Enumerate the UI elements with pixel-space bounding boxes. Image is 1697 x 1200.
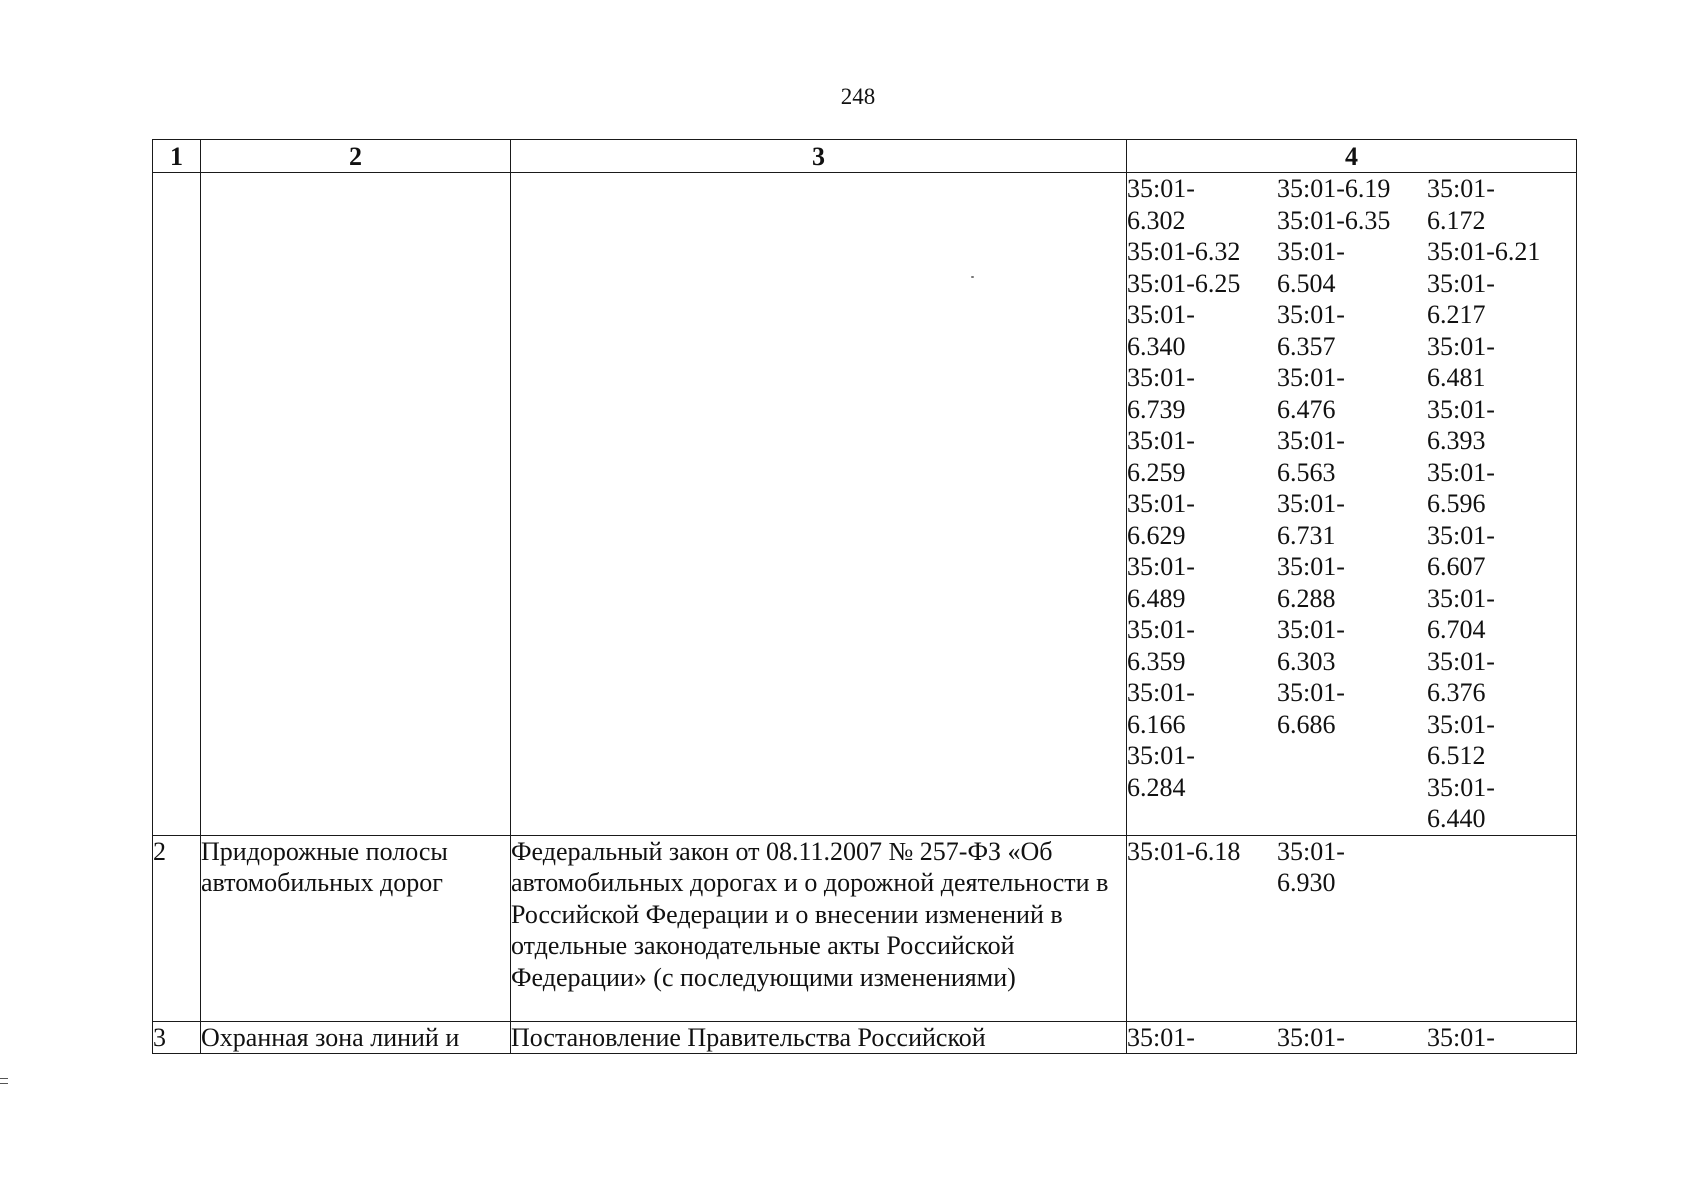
zone-code: 6.376 <box>1427 678 1486 707</box>
row-number-cell <box>153 173 201 836</box>
zone-code: 6.512 <box>1427 741 1486 770</box>
zone-codes-cell <box>1127 835 1577 1021</box>
header-cell-1: 1 <box>153 140 201 173</box>
zone-code: 6.302 <box>1127 205 1186 235</box>
zone-code: 35:01- <box>1427 457 1495 487</box>
zone-code: 35:01- <box>1277 300 1345 329</box>
zone-code: 35:01- <box>1277 678 1345 707</box>
zone-code: 35:01- <box>1427 268 1495 298</box>
row-number-cell: 3 <box>153 1021 201 1054</box>
zone-codes <box>1127 173 1576 835</box>
zone-codes-cell <box>1127 173 1577 836</box>
legal-basis-cell: Постановление Правительства Российской <box>511 1021 1127 1054</box>
code-column-a <box>1127 1022 1277 1054</box>
zone-code: 6.489 <box>1127 583 1186 613</box>
zone-code: 6.481 <box>1427 363 1486 392</box>
zone-code: 6.504 <box>1277 268 1336 298</box>
zone-code: 35:01- <box>1277 615 1345 644</box>
zone-code: 6.563 <box>1277 457 1336 487</box>
legal-basis-cell <box>511 173 1127 836</box>
code-column-b <box>1277 1022 1427 1054</box>
table-row <box>153 173 1577 836</box>
zone-code: 35:01- <box>1127 741 1195 770</box>
legal-basis-cell: Федеральный закон от 08.11.2007 № 257-ФЗ «Об автомобильных дорогах и о дорожной деятельности в Российской Федерации и о внесении изменений в отдельные законодательные акты Российской Федерации» (с последующими изменениями) <box>511 835 1127 1021</box>
zone-code: 35:01- <box>1427 520 1495 550</box>
zone-code: 35:01- <box>1127 426 1195 455</box>
zone-code: 35:01- <box>1427 772 1495 802</box>
zone-code: 6.393 <box>1427 426 1486 455</box>
zone-code: 6.739 <box>1127 394 1186 424</box>
zone-code: 6.340 <box>1127 331 1186 361</box>
zone-code: 6.596 <box>1427 489 1486 518</box>
zone-code: 35:01-6.19 <box>1277 174 1391 203</box>
zone-name-cell: Охранная зона линий и <box>201 1021 511 1054</box>
zone-code: 35:01- <box>1427 394 1495 424</box>
table-row <box>153 1021 1577 1054</box>
zone-code: 6.686 <box>1277 709 1336 739</box>
zone-code: 6.629 <box>1127 520 1186 550</box>
zone-code: 35:01-6.25 <box>1127 268 1241 298</box>
zone-code: 35:01- <box>1127 1022 1195 1052</box>
zone-codes-cell <box>1127 1021 1577 1054</box>
code-column-a <box>1127 173 1277 835</box>
zone-code: 6.259 <box>1127 457 1186 487</box>
zone-code: 6.704 <box>1427 615 1486 644</box>
zone-code: 35:01- <box>1277 552 1345 581</box>
code-column-b <box>1277 173 1427 835</box>
page-number: 248 <box>840 84 876 109</box>
zone-name-cell <box>201 173 511 836</box>
zone-code: 6.166 <box>1127 709 1186 739</box>
page-edge-mark <box>0 1078 8 1084</box>
header-cell-2: 2 <box>201 140 511 173</box>
table-header-row <box>153 140 1577 173</box>
zone-code: 6.217 <box>1427 300 1486 329</box>
zone-code: 35:01- <box>1427 1022 1495 1052</box>
zone-code: 35:01- <box>1427 646 1495 676</box>
zone-code: 35:01- <box>1277 426 1345 455</box>
zone-code: 6.288 <box>1277 583 1336 613</box>
zone-code: 35:01- <box>1127 615 1195 644</box>
zone-code: 35:01- <box>1127 174 1195 203</box>
zone-code: 35:01- <box>1277 489 1345 518</box>
zone-code: 35:01-6.18 <box>1127 836 1241 866</box>
zone-codes <box>1127 836 1576 899</box>
zone-code: 35:01- <box>1427 331 1495 361</box>
zone-code: 6.607 <box>1427 552 1486 581</box>
zone-code: 35:01- <box>1127 300 1195 329</box>
zone-code: 35:01- <box>1427 174 1495 203</box>
zone-code: 6.303 <box>1277 646 1336 676</box>
zone-code: 6.357 <box>1277 331 1336 361</box>
zone-code: 35:01- <box>1427 709 1495 739</box>
code-column-a <box>1127 836 1277 899</box>
zone-code: 35:01-6.21 <box>1427 237 1541 266</box>
zone-code: 35:01-6.35 <box>1277 205 1391 235</box>
zone-code: 35:01-6.32 <box>1127 237 1241 266</box>
zone-code: 6.440 <box>1427 804 1486 833</box>
code-column-c <box>1427 1022 1567 1054</box>
zone-code: 6.284 <box>1127 772 1186 802</box>
zone-code: 6.731 <box>1277 520 1336 550</box>
table-row <box>153 835 1577 1021</box>
zone-code: 6.476 <box>1277 394 1336 424</box>
code-column-c <box>1427 836 1567 899</box>
zone-code: 35:01- <box>1127 678 1195 707</box>
zones-table <box>152 139 1577 1054</box>
zone-code: 35:01- <box>1127 363 1195 392</box>
zone-code: 35:01- <box>1127 552 1195 581</box>
zone-code: 35:01- <box>1277 1022 1345 1052</box>
zone-code: 35:01- <box>1277 237 1345 266</box>
code-column-c <box>1427 173 1567 835</box>
code-column-b <box>1277 836 1427 899</box>
row-number-cell: 2 <box>153 835 201 1021</box>
zone-codes <box>1127 1022 1576 1054</box>
zone-name-cell: Придорожные полосы автомобильных дорог <box>201 835 511 1021</box>
zone-code: 35:01- <box>1127 489 1195 518</box>
zone-code: 35:01- <box>1277 363 1345 392</box>
zone-code: 6.172 <box>1427 205 1486 235</box>
zone-code: 6.930 <box>1277 868 1336 897</box>
header-cell-3: 3 <box>511 140 1127 173</box>
header-cell-4: 4 <box>1127 140 1577 173</box>
zone-code: 35:01- <box>1427 583 1495 613</box>
zone-code: 6.359 <box>1127 646 1186 676</box>
zone-code: 35:01- <box>1277 836 1345 866</box>
